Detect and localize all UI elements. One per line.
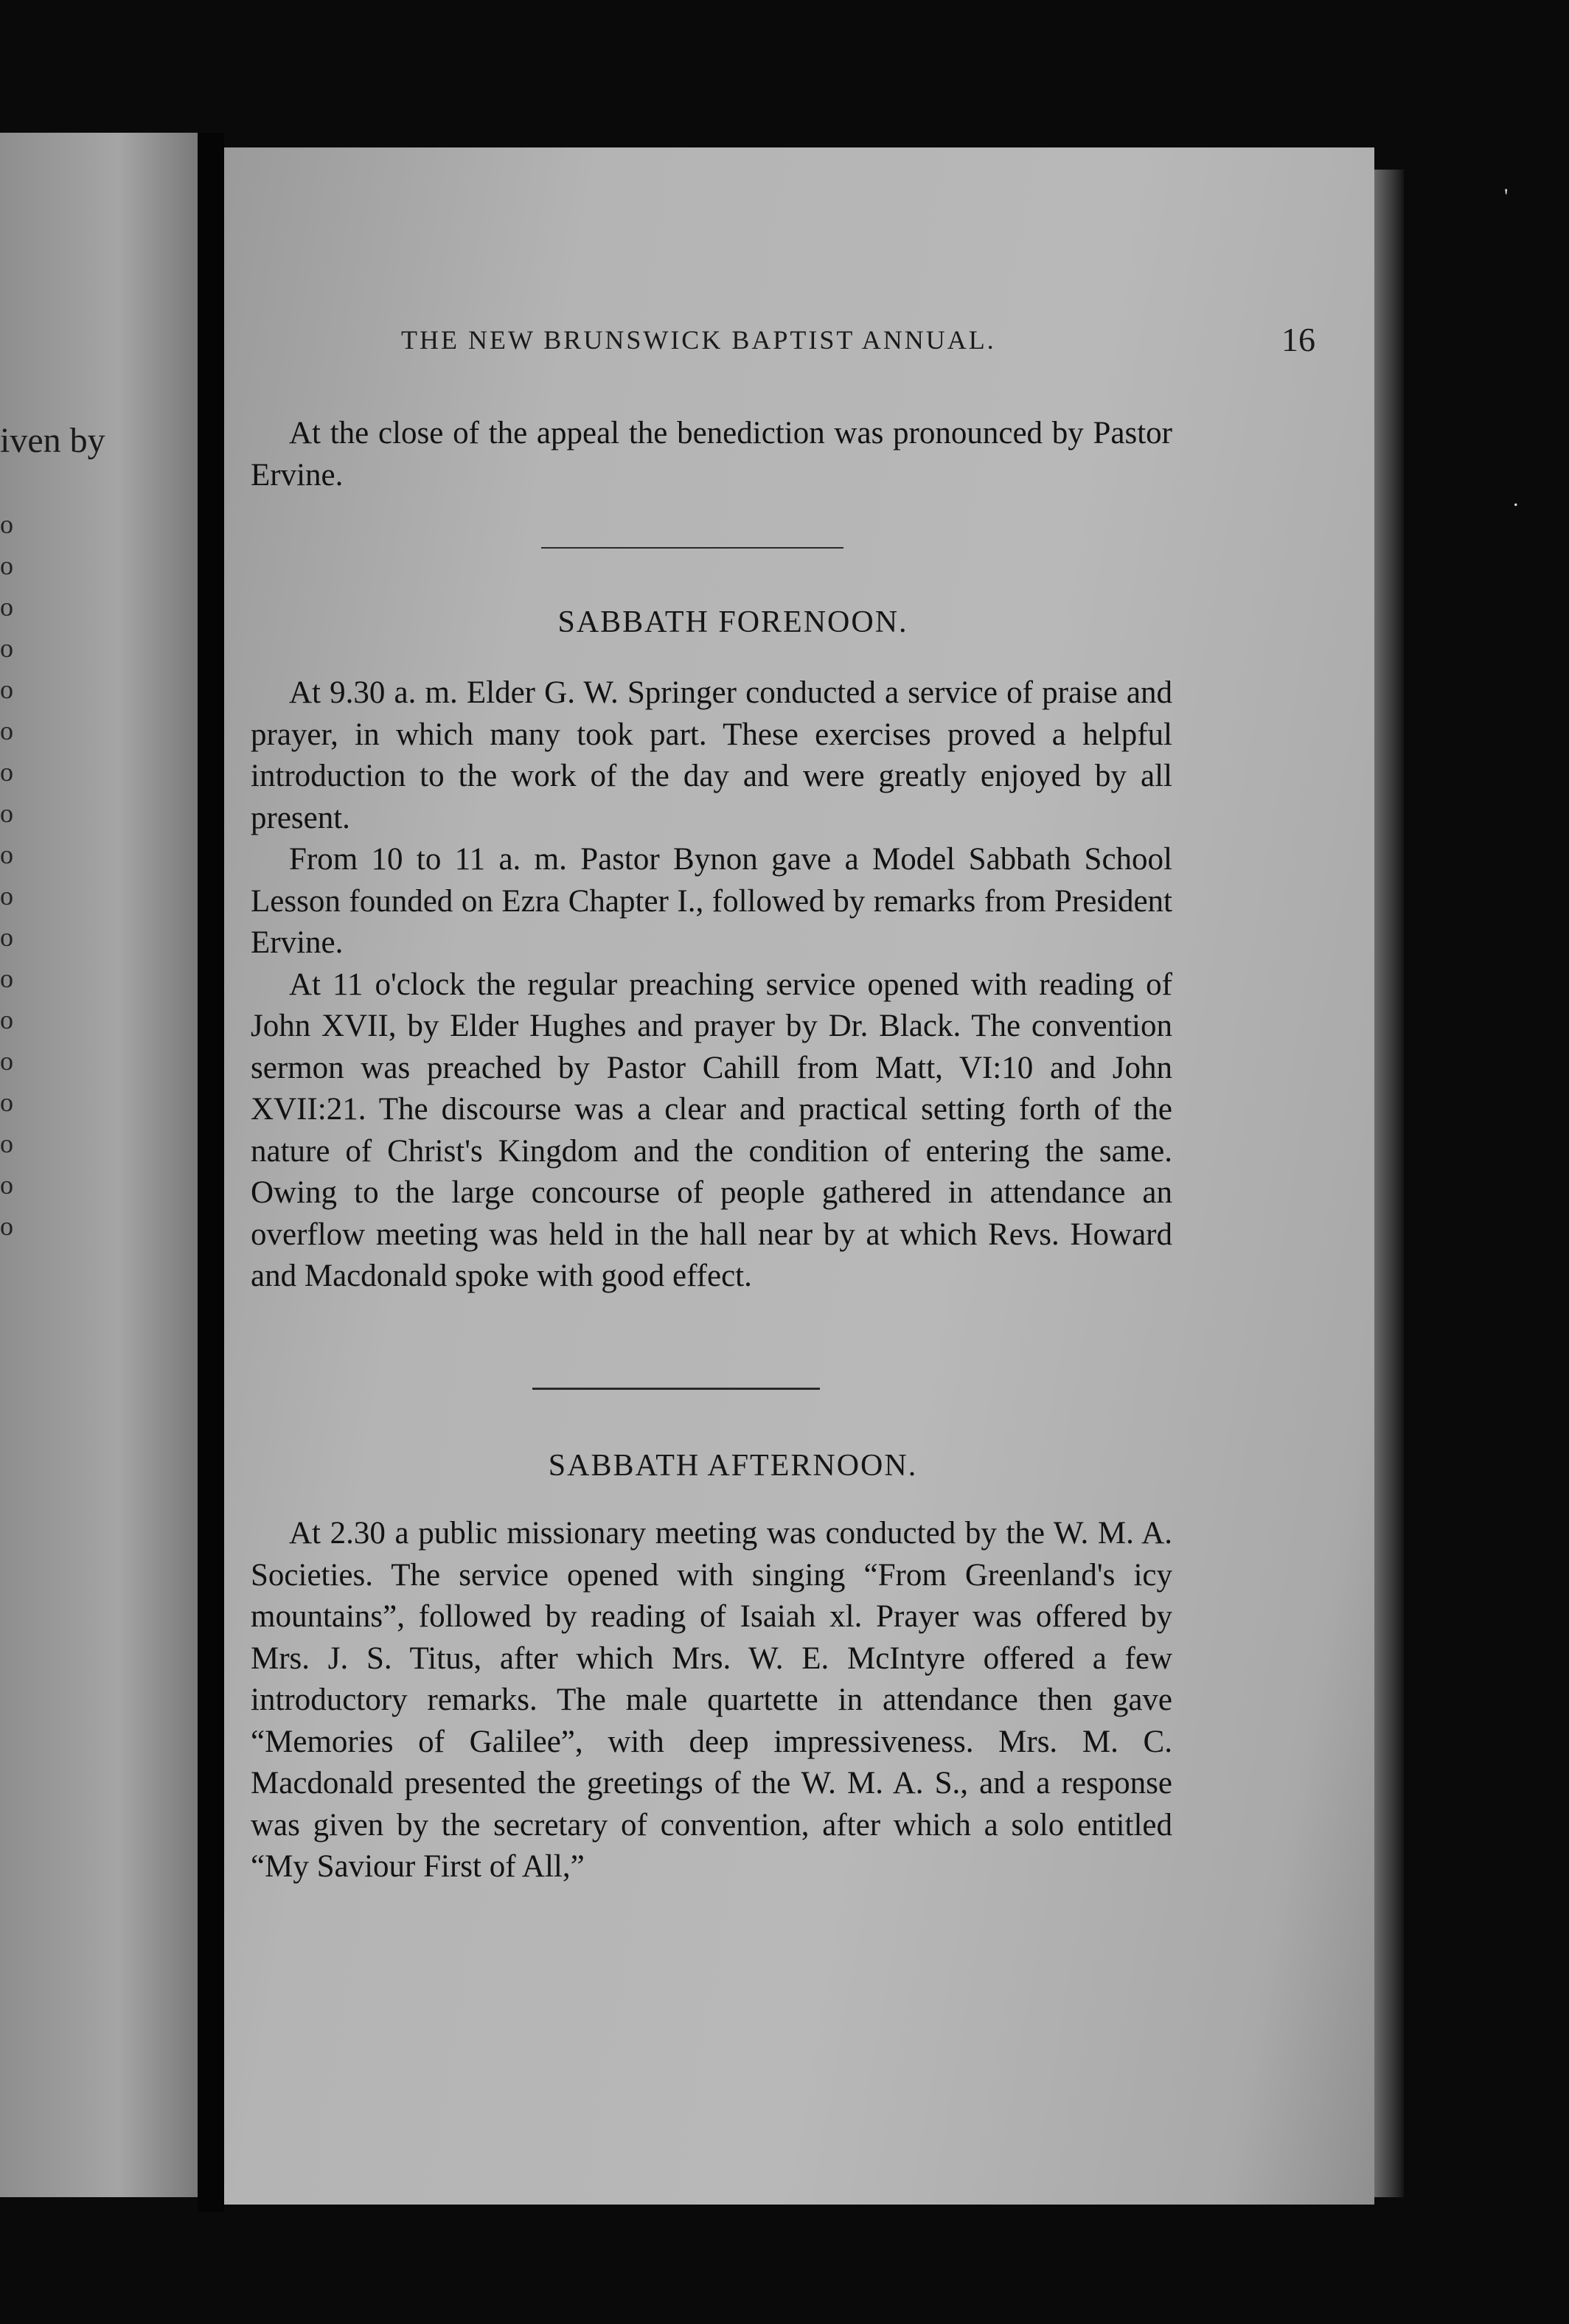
margin-mark: o: [0, 881, 13, 911]
margin-mark: o: [0, 799, 13, 828]
margin-mark: o: [0, 716, 13, 745]
margin-mark: o: [0, 757, 13, 787]
margin-mark: o: [0, 633, 13, 663]
margin-mark: o: [0, 964, 13, 993]
right-page: [224, 147, 1374, 2205]
section-heading-forenoon: SABBATH FORENOON.: [557, 605, 908, 639]
margin-mark: o: [0, 1088, 13, 1117]
margin-mark: o: [0, 840, 13, 869]
scan-speck: .: [1513, 487, 1519, 511]
margin-mark: o: [0, 1005, 13, 1034]
section-heading-afternoon: SABBATH AFTERNOON.: [548, 1449, 918, 1483]
opening-paragraph: At the close of the appeal the benediction was pronounced by Pastor Ervine.: [251, 416, 1172, 493]
section-divider: [532, 1388, 820, 1390]
forenoon-text: [251, 672, 1172, 1298]
book-gutter: [198, 133, 224, 2212]
opening-paragraph-block: [251, 413, 1172, 496]
margin-mark: o: [0, 1129, 13, 1158]
paragraph: At 9.30 a. m. Elder G. W. Springer conducted a service of praise and prayer, in which many took part. These exercises proved a helpful introduction to the work of the day and were greatly enjoyed by all present.: [251, 675, 1172, 835]
margin-mark: o: [0, 922, 13, 952]
running-head: [401, 321, 1345, 358]
page-edge: [1374, 170, 1404, 2197]
section-divider: [541, 547, 843, 549]
scan-speck: ': [1504, 184, 1509, 209]
left-page: [0, 133, 198, 2197]
margin-mark: o: [0, 675, 13, 704]
afternoon-text: [251, 1513, 1172, 1888]
margin-mark: o: [0, 1170, 13, 1200]
left-page-fragment: iven by: [0, 421, 105, 460]
paragraph: At 11 o'clock the regular preaching service opened with reading of John XVII, by Elder Hughes and prayer by Dr. Black. The convention sermon was preached by Pastor Cahill from Matt, VI:10 and John XVII:21. The discourse was a clear and practical setting forth of the nature of Christ's Kingdom and the condition of entering the same. Owing to the large concourse of people gathered in attendance an overflow meeting was held in the hall near by at which Revs. Howard and Macdonald spoke with good effect.: [251, 967, 1172, 1293]
running-head-title: THE NEW BRUNSWICK BAPTIST ANNUAL.: [401, 325, 996, 355]
page-number: 16: [1281, 321, 1315, 358]
paragraph: At 2.30 a public missionary meeting was conducted by the W. M. A. Societies. The service opened with singing “From Greenland's icy mountains”, followed by reading of Isaiah xl. Prayer was offered by Mrs. J. S. Titus, after which Mrs. W. E. McIntyre offered a few introductory remarks. The male quartette in attendance then gave “Memories of Galilee”, with deep impressiveness. Mrs. M. C. Macdonald presented the greetings of the W. M. A. S., and a response was given by the secretary of convention, after which a solo entitled “My Saviour First of All,”: [251, 1516, 1172, 1884]
paragraph: From 10 to 11 a. m. Pastor Bynon gave a Model Sabbath School Lesson founded on Ezra Chapter I., followed by remarks from President Ervine.: [251, 842, 1172, 960]
margin-mark: o: [0, 1211, 13, 1241]
margin-mark: o: [0, 1046, 13, 1076]
margin-mark: o: [0, 551, 13, 580]
margin-mark: o: [0, 509, 13, 539]
margin-mark: o: [0, 592, 13, 622]
